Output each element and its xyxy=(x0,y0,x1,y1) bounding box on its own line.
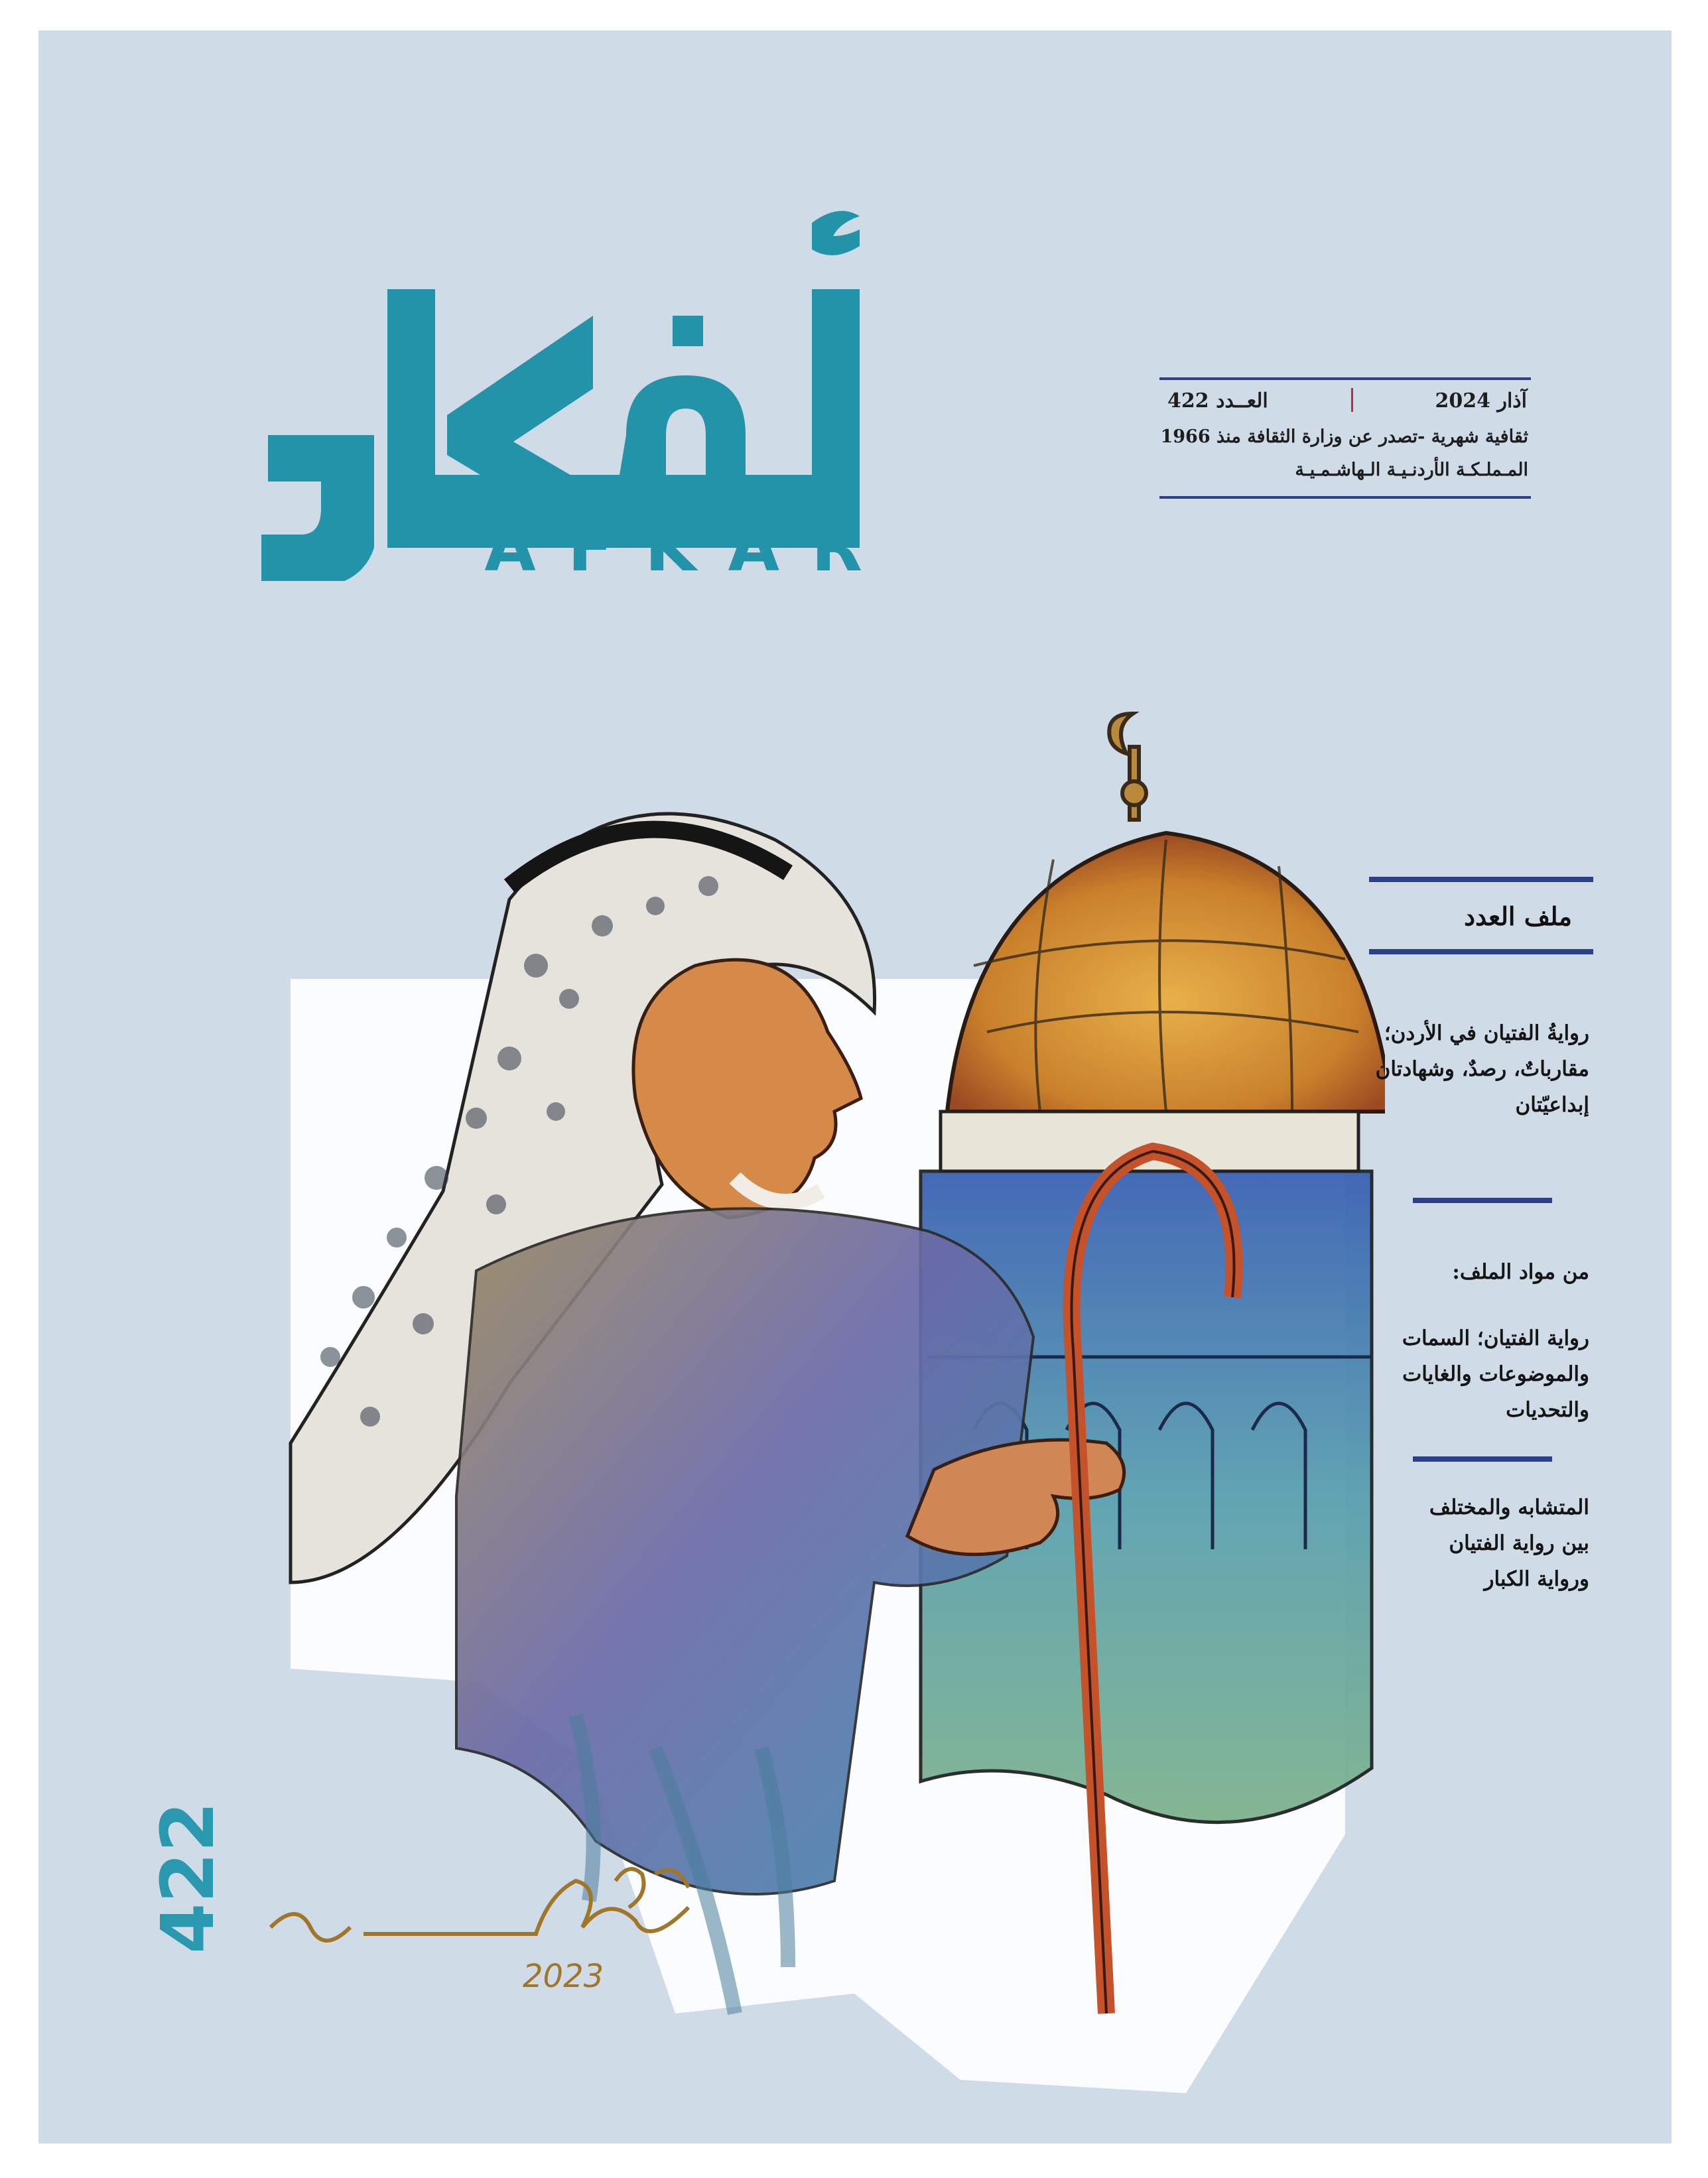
issue-date: آذار 2024 xyxy=(1435,389,1527,413)
materials-heading xyxy=(1304,1254,1589,1290)
afkar-latin-logo: AFKAR xyxy=(484,509,894,586)
article-1-line: رواية الفتيان؛ السمات xyxy=(1402,1326,1589,1350)
section-divider xyxy=(1413,1198,1552,1203)
article-1-line: والتحديات xyxy=(1506,1398,1589,1422)
info-bottom-rule xyxy=(1159,496,1531,499)
publisher-line: ثقافية شهرية -تصدر عن وزارة الثقافة منذ 1966 xyxy=(1160,426,1528,447)
article-2-line: بين رواية الفتيان xyxy=(1449,1531,1589,1555)
info-top-rule xyxy=(1159,377,1531,380)
magazine-cover xyxy=(38,31,1672,2144)
country-line: المـملـكـة الأردنـيـة الـهاشـمـيـة xyxy=(1295,460,1528,480)
article-2 xyxy=(1304,1490,1589,1597)
main-topic-line: إبداعيّتان xyxy=(1515,1093,1589,1117)
file-top-rule xyxy=(1369,877,1593,882)
cover-painting xyxy=(257,687,1385,2113)
article-1-line: والموضوعات والغايات xyxy=(1402,1362,1589,1386)
info-date-row xyxy=(1159,385,1531,418)
file-title: ملف العدد xyxy=(1464,901,1572,931)
main-topic xyxy=(1304,1015,1589,1123)
main-topic-line: مقارباتٌ، رصدٌ، وشهادتان xyxy=(1375,1057,1589,1081)
section-divider xyxy=(1413,1456,1552,1462)
issue-number: العــدد 422 xyxy=(1167,389,1268,413)
file-bottom-rule xyxy=(1369,949,1593,954)
article-2-line: المتشابه والمختلف xyxy=(1429,1496,1589,1519)
spine-issue-number: 422 xyxy=(145,1801,230,1954)
main-topic-line: روايةُ الفتيان في الأردن؛ xyxy=(1384,1021,1589,1045)
signature-year: 2023 xyxy=(523,1958,604,1995)
materials-heading-text: من مواد الملف: xyxy=(1452,1260,1589,1284)
info-separator xyxy=(1351,388,1353,412)
article-1 xyxy=(1304,1320,1589,1428)
article-2-line: ورواية الكبار xyxy=(1484,1567,1589,1591)
issue-info-box xyxy=(1159,346,1531,499)
